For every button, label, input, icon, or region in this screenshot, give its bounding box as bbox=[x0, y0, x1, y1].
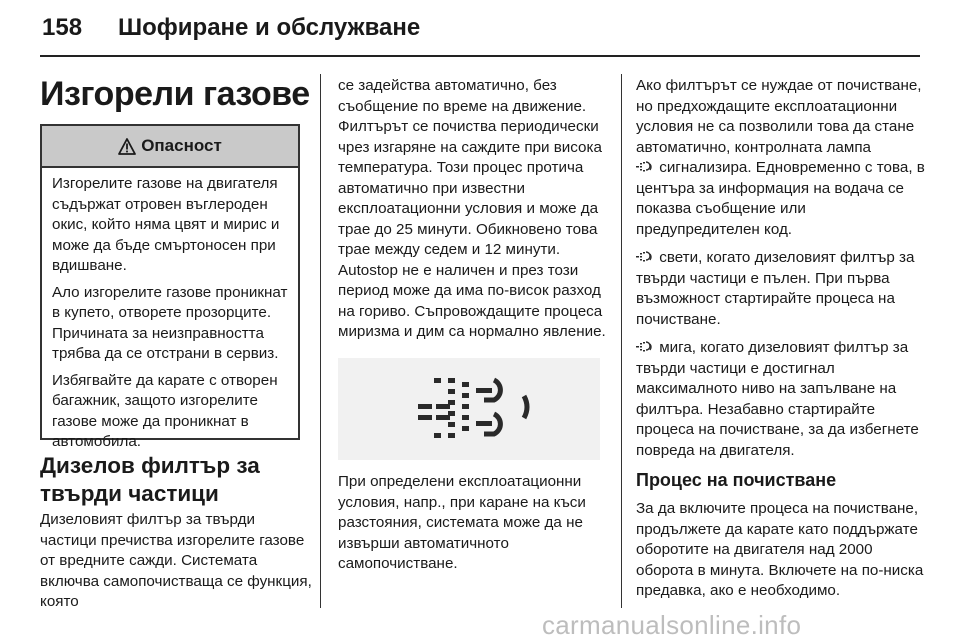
warning-paragraph: Избягвайте да карате с отворен багажник, защото изгорелите газове може да проникнат в автомобила. bbox=[52, 371, 278, 450]
dpf-lamp-icon bbox=[636, 250, 653, 264]
chapter-title: Шофиране и обслужване bbox=[118, 14, 421, 41]
dpf-warning-lamp-illustration bbox=[338, 358, 600, 460]
lamp-flashing-text: мига, когато дизеловият филтър за твърди частици е достигнал максималното ниво на запълване на филтъра. Незабавно стартирайте процеса на почистване, за да избегнете повреда на двигателя. bbox=[636, 339, 919, 459]
column-divider bbox=[621, 74, 622, 608]
lamp-paragraph-rest: сигнализира. Едновременно с това, в центъра за информация на водача се показва съобщение или предупредителен код. bbox=[636, 159, 925, 238]
lamp-flashing-paragraph bbox=[636, 338, 926, 461]
warning-title: Опасност bbox=[141, 136, 222, 155]
warning-paragraph: Ало изгорелите газове проникнат в купето, отворете прозорците. Причината за неизправността трябва да се отстрани в сервиз. bbox=[52, 283, 288, 362]
watermark: carmanualsonline.info bbox=[542, 610, 802, 640]
warning-body bbox=[42, 168, 298, 453]
lamp-on-paragraph bbox=[636, 248, 926, 330]
lamp-paragraph bbox=[636, 76, 926, 240]
page-number: 158 bbox=[42, 14, 83, 41]
section-title: Дизелов филтър за твърди частици bbox=[40, 453, 260, 506]
short-distance-text: При определени експлоатационни условия, напр., при каране на къси разстояния, системата може да не извърши автоматичното самопочистване. bbox=[338, 473, 586, 572]
lamp-paragraph-intro: Ако филтърът се нуждае от почистване, но предхождащите експлоатационни условия не са позволили това да стане автоматично, контролната лампа bbox=[636, 77, 922, 156]
warning-box bbox=[40, 124, 300, 450]
cleaning-procedure-text: За да включите процеса на почистване, продължете да карате като поддържате оборотите на двигателя над 2000 оборота в минута. Включете на по-ниска предавка, ако е необходимо. bbox=[636, 500, 924, 599]
dpf-lamp-icon bbox=[636, 340, 653, 354]
regeneration-text: се задейства автоматично, без съобщение по време на движение. Филтърът се почиства периодически чрез изгаряне на саждите при висока температура. Този процес протича автоматично при известни експлоатационни условия и може да трае до 25 минути. Обикновено това трае между седем и 12 минути. Autostop не е наличен и през този период може да има по-висок разход на гориво. Съпровождащите процеса миризма и дим са нормално явление. bbox=[338, 77, 606, 340]
warning-triangle-icon bbox=[118, 138, 136, 155]
right-column bbox=[636, 76, 926, 610]
lamp-on-text: свети, когато дизеловият филтър за твърди частици е пълен. При първа възможност стартирайте процеса на почистване. bbox=[636, 249, 915, 328]
header-divider bbox=[40, 55, 920, 57]
page-title: Изгорели газове bbox=[40, 75, 310, 113]
section-intro-text: Дизеловият филтър за твърди частици пречиства изгорелите газове от вредните сажди. Системата включва самопочистваща се функция, която bbox=[40, 511, 312, 610]
dpf-lamp-icon bbox=[636, 160, 653, 174]
warning-paragraph: Изгорелите газове на двигателя съдържат отровен въглероден окис, който няма цвят и мирис и може да бъде смъртоносен при вдишване. bbox=[52, 175, 280, 274]
diesel-particle-filter-icon bbox=[338, 358, 600, 460]
subsection-title: Процес на почистване bbox=[636, 470, 837, 490]
warning-header bbox=[42, 126, 298, 168]
column-divider bbox=[320, 74, 321, 608]
